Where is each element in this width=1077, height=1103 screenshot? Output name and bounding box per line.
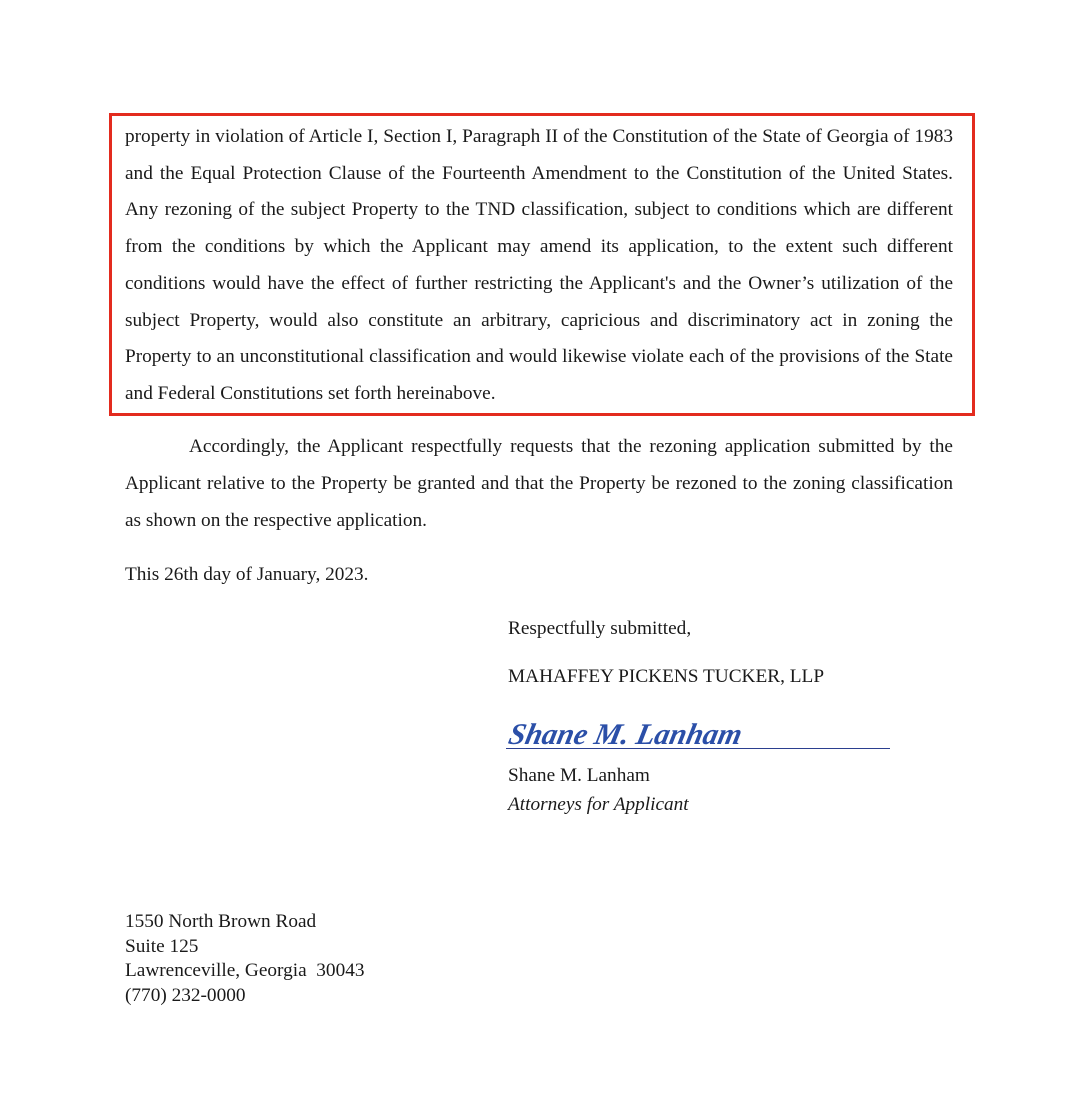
signature-script: Shane M. Lanham bbox=[506, 717, 746, 751]
address-suite: Suite 125 bbox=[125, 935, 199, 957]
signature-image bbox=[506, 712, 890, 752]
address-phone: (770) 232-0000 bbox=[125, 984, 246, 1006]
signature bbox=[506, 712, 890, 752]
date-line: This 26th day of January, 2023. bbox=[125, 564, 369, 585]
address-city: Lawrenceville, Georgia 30043 bbox=[125, 960, 365, 981]
request-paragraph: Accordingly, the Applicant respectfully requests that the rezoning application submitted by the Applicant relative to the Property be granted and that the Property be rezoned to the zoning classification as shown on the respective application. bbox=[125, 436, 953, 531]
address-block bbox=[125, 910, 365, 1008]
signer-role: Attorneys for Applicant bbox=[508, 794, 689, 815]
signer-name: Shane M. Lanham bbox=[508, 765, 650, 786]
closing-line: Respectfully submitted, bbox=[508, 618, 692, 639]
firm-name: MAHAFFEY PICKENS TUCKER, LLP bbox=[508, 666, 825, 687]
signature-line bbox=[506, 748, 890, 749]
highlighted-paragraph: property in violation of Article I, Section I, Paragraph II of the Constitution of the State of Georgia of 1983 and the Equal Protection Clause of the Fourteenth Amendment to the Constitution of the United States. Any rezoning of the subject Property to the TND classification, subject to conditions which are different from the conditions by which the Applicant may amend its application, to the extent such different conditions would have the effect of further restricting the Applicant's and the Owner’s utilization of the subject Property, would also constitute an arbitrary, capricious and discriminatory act in zoning the Property to an unconstitutional classification and would likewise violate each of the provisions of the State and Federal Constitutions set forth hereinabove. bbox=[125, 126, 953, 404]
address-street: 1550 North Brown Road bbox=[125, 911, 317, 932]
